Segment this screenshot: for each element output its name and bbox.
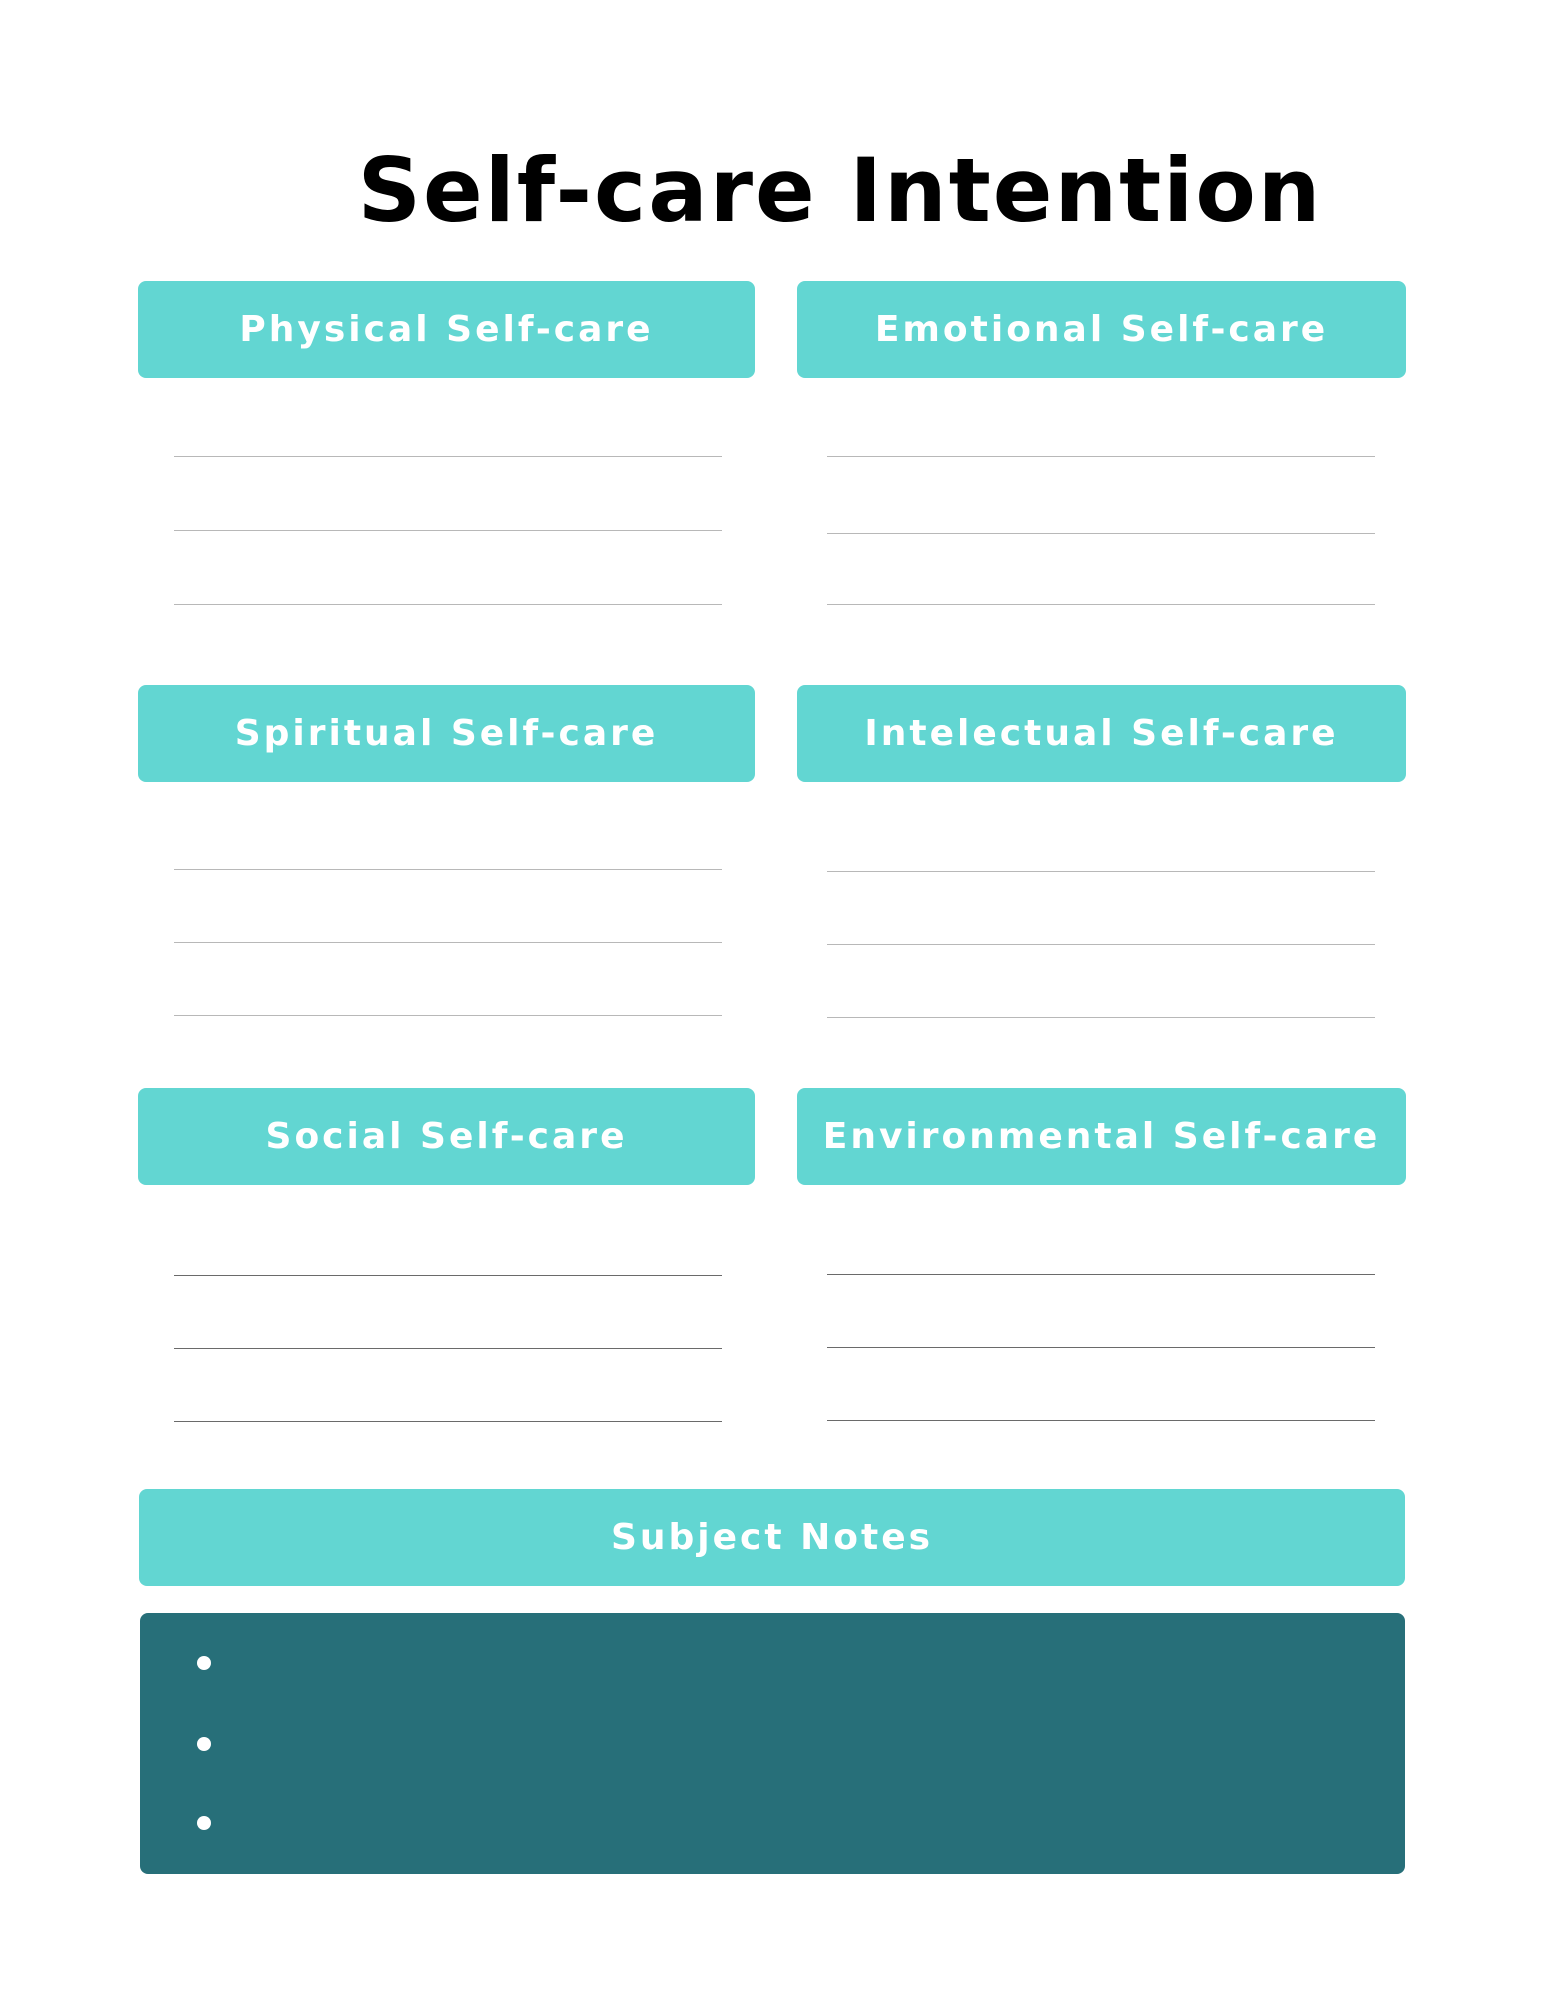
section-header-spiritual: [138, 685, 755, 782]
section-label-physical: Physical Self-care: [239, 309, 654, 350]
page-title: Self-care Intention: [357, 138, 1323, 242]
section-header-emotional: [797, 281, 1406, 378]
section-header-intelectual: [797, 685, 1406, 782]
writing-line[interactable]: [174, 1348, 722, 1349]
writing-line[interactable]: [827, 1017, 1375, 1018]
writing-line[interactable]: [827, 944, 1375, 945]
writing-line[interactable]: [827, 871, 1375, 872]
bullet-dot: [197, 1737, 211, 1751]
section-label-social: Social Self-care: [265, 1116, 628, 1157]
notes-label: Subject Notes: [610, 1517, 934, 1558]
writing-line[interactable]: [174, 869, 722, 870]
writing-line[interactable]: [174, 1015, 722, 1016]
writing-line[interactable]: [174, 1275, 722, 1276]
section-label-environmental: Environmental Self-care: [822, 1116, 1381, 1157]
writing-line[interactable]: [827, 456, 1375, 457]
writing-line[interactable]: [827, 1420, 1375, 1421]
writing-line[interactable]: [827, 604, 1375, 605]
notes-box[interactable]: [140, 1613, 1405, 1874]
writing-line[interactable]: [174, 942, 722, 943]
page-title-wrap: [357, 138, 1323, 242]
writing-line[interactable]: [174, 530, 722, 531]
section-header-environmental: [797, 1088, 1406, 1185]
section-label-spiritual: Spiritual Self-care: [234, 713, 659, 754]
writing-line[interactable]: [827, 1274, 1375, 1275]
section-header-social: [138, 1088, 755, 1185]
bullet-dot: [197, 1656, 211, 1670]
notes-header: [139, 1489, 1405, 1586]
writing-line[interactable]: [174, 1421, 722, 1422]
writing-line[interactable]: [827, 533, 1375, 534]
writing-line[interactable]: [174, 456, 722, 457]
writing-line[interactable]: [827, 1347, 1375, 1348]
writing-line[interactable]: [174, 604, 722, 605]
section-label-emotional: Emotional Self-care: [874, 309, 1329, 350]
section-label-intelectual: Intelectual Self-care: [864, 713, 1339, 754]
section-header-physical: [138, 281, 755, 378]
bullet-dot: [197, 1816, 211, 1830]
